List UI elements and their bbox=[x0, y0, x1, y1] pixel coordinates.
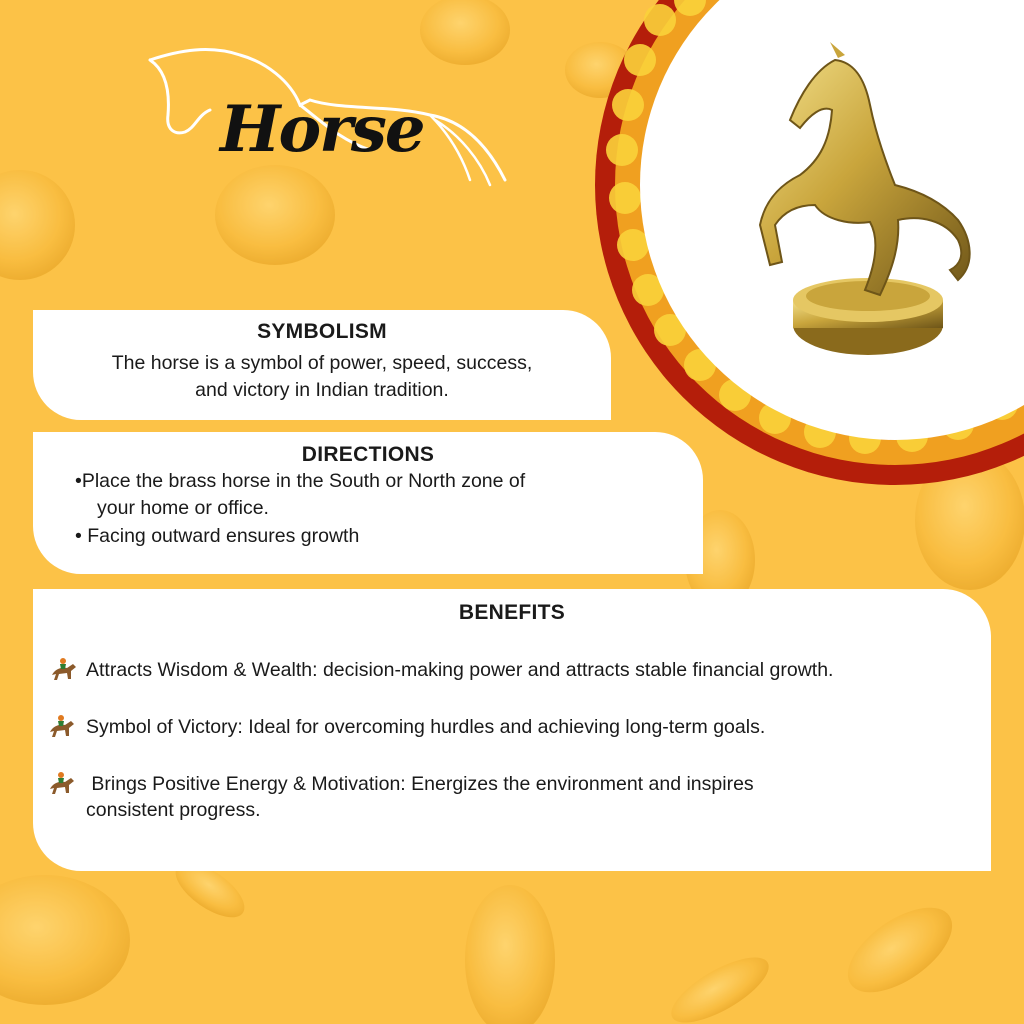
symbolism-heading: SYMBOLISM bbox=[257, 320, 387, 343]
directions-item-1-line-2: your home or office. bbox=[97, 497, 269, 519]
directions-card bbox=[33, 432, 703, 574]
benefit-item-2: Symbol of Victory: Ideal for overcoming hurdles and achieving long-term goals. bbox=[86, 716, 766, 738]
horse-rider-icon bbox=[49, 655, 79, 683]
page-title: Horse bbox=[220, 92, 424, 167]
benefit-item-1: Attracts Wisdom & Wealth: decision-making power and attracts stable financial growth. bbox=[86, 659, 834, 681]
horse-rider-icon bbox=[47, 712, 77, 740]
symbolism-text bbox=[33, 350, 611, 404]
directions-item-2: • Facing outward ensures growth bbox=[75, 525, 360, 547]
symbolism-card bbox=[33, 310, 611, 420]
directions-item-1-line-1: •Place the brass horse in the South or North zone of bbox=[75, 470, 526, 492]
directions-heading: DIRECTIONS bbox=[301, 443, 435, 466]
symbolism-line-2: and victory in Indian tradition. bbox=[195, 379, 449, 401]
horse-rider-icon bbox=[47, 769, 77, 797]
benefits-card bbox=[33, 589, 991, 871]
benefit-item-3-line-1: Brings Positive Energy & Motivation: Energizes the environment and inspires bbox=[86, 773, 754, 795]
benefit-item-3-line-2: consistent progress. bbox=[86, 799, 261, 821]
benefits-heading: BENEFITS bbox=[458, 601, 566, 624]
symbolism-line-1: The horse is a symbol of power, speed, success, bbox=[111, 352, 533, 374]
